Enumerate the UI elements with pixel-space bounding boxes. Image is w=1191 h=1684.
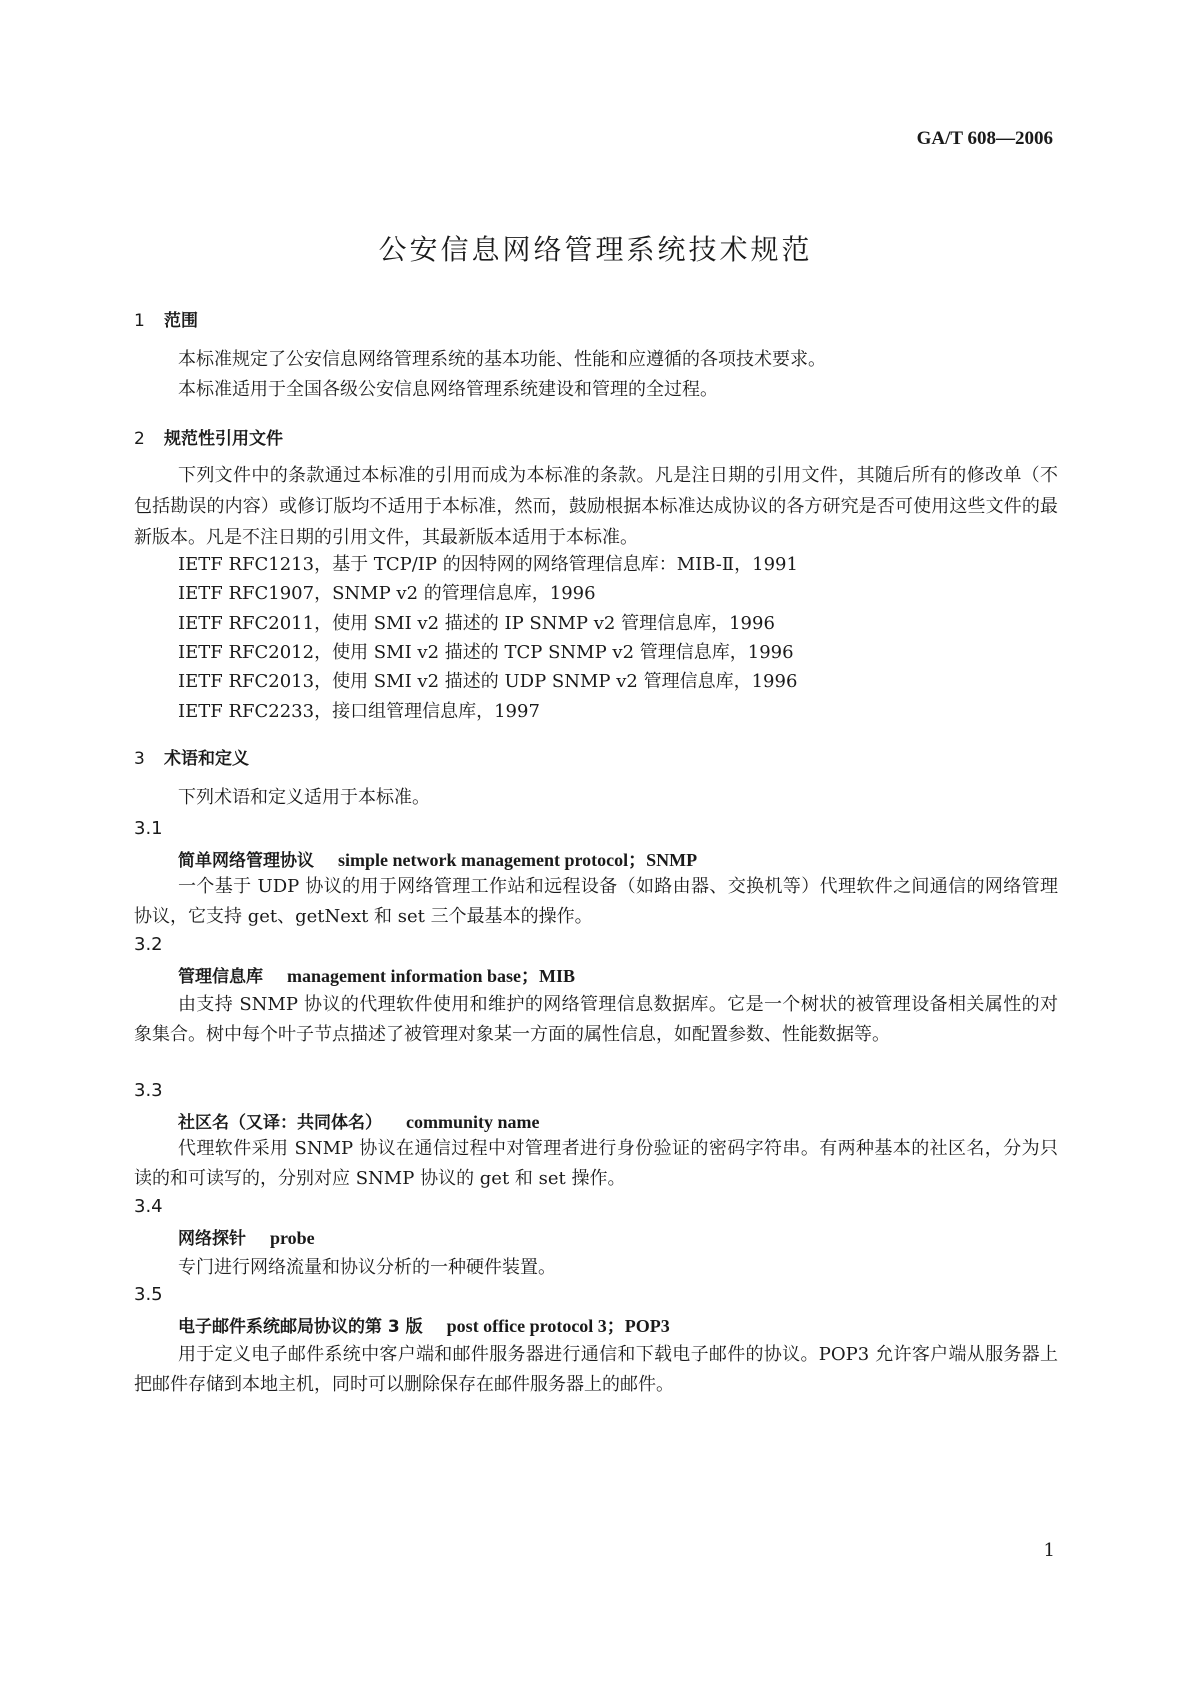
reference-item: IETF RFC2013，使用 SMI v2 描述的 UDP SNMP v2 管理信息库，1996 (178, 671, 798, 692)
term-en: simple network management protocol；SNMP (338, 850, 698, 870)
term-zh: 电子邮件系统邮局协议的第 3 版 (178, 1317, 423, 1337)
term-zh: 简单网络管理协议 (178, 851, 314, 871)
term-definition: 一个基于 UDP 协议的用于网络管理工作站和远程设备（如路由器、交换机等）代理软件之间通信的网络管理协议，它支持 get、getNext 和 set 三个最基本的操作。 (134, 876, 1058, 927)
term-zh: 管理信息库 (178, 967, 263, 987)
clause-number: 3.1 (134, 818, 163, 839)
term-heading (178, 962, 575, 988)
term-en: probe (270, 1228, 315, 1248)
section-2-heading (134, 424, 283, 449)
reference-item: IETF RFC2011，使用 SMI v2 描述的 IP SNMP v2 管理信息库，1996 (178, 613, 775, 634)
term-zh: 网络探针 (178, 1229, 246, 1249)
reference-item: IETF RFC1907，SNMP v2 的管理信息库，1996 (178, 583, 596, 604)
term-definition: 用于定义电子邮件系统中客户端和邮件服务器进行通信和下载电子邮件的协议。POP3 允许客户端从服务器上把邮件存储到本地主机，同时可以删除保存在邮件服务器上的邮件。 (134, 1344, 1058, 1395)
section-title: 术语和定义 (164, 749, 249, 769)
term-en: community name (406, 1112, 540, 1132)
term-heading (178, 1312, 670, 1338)
term-en: management information base；MIB (287, 966, 575, 986)
term-definition: 专门进行网络流量和协议分析的一种硬件装置。 (178, 1257, 556, 1278)
clause-number: 3.5 (134, 1284, 163, 1305)
term-heading (178, 1224, 315, 1249)
term-definition: 由支持 SNMP 协议的代理软件使用和维护的网络管理信息数据库。它是一个树状的被管理设备相关属性的对象集合。树中每个叶子节点描述了被管理对象某一方面的属性信息，如配置参数、性能数据等。 (134, 994, 1058, 1045)
term-heading (178, 1108, 540, 1133)
section-3-heading (134, 744, 249, 769)
paragraph: 下列文件中的条款通过本标准的引用而成为本标准的条款。凡是注日期的引用文件，其随后所有的修改单（不包括勘误的内容）或修订版均不适用于本标准，然而，鼓励根据本标准达成协议的各方研究是否可使用这些文件的最新版本。凡是不注日期的引用文件，其最新版本适用于本标准。 (134, 465, 1058, 548)
section-title: 范围 (164, 311, 198, 331)
section-number: 2 (134, 429, 145, 449)
section-number: 1 (134, 311, 145, 331)
paragraph: 本标准规定了公安信息网络管理系统的基本功能、性能和应遵循的各项技术要求。 (178, 349, 826, 370)
term-heading (178, 846, 697, 872)
clause-number: 3.4 (134, 1196, 163, 1217)
term-en: post office protocol 3；POP3 (446, 1316, 670, 1336)
reference-item: IETF RFC1213，基于 TCP/IP 的因特网的网络管理信息库：MIB-Ⅱ，1991 (178, 554, 798, 575)
reference-item: IETF RFC2233，接口组管理信息库，1997 (178, 701, 540, 722)
section-1-heading (134, 306, 198, 331)
paragraph: 下列术语和定义适用于本标准。 (178, 787, 430, 808)
reference-item: IETF RFC2012，使用 SMI v2 描述的 TCP SNMP v2 管理信息库，1996 (178, 642, 794, 663)
term-zh: 社区名（又译：共同体名） (178, 1113, 382, 1133)
page-number: 1 (1043, 1540, 1055, 1561)
section-title: 规范性引用文件 (164, 429, 283, 449)
clause-number: 3.2 (134, 934, 163, 955)
clause-number: 3.3 (134, 1080, 163, 1101)
section-number: 3 (134, 749, 145, 769)
document-title: 公安信息网络管理系统技术规范 (378, 233, 813, 266)
standard-code: GA/T 608—2006 (916, 128, 1053, 149)
term-definition: 代理软件采用 SNMP 协议在通信过程中对管理者进行身份验证的密码字符串。有两种基本的社区名，分为只读的和可读写的，分别对应 SNMP 协议的 get 和 set 操作。 (134, 1138, 1058, 1189)
paragraph: 本标准适用于全国各级公安信息网络管理系统建设和管理的全过程。 (178, 379, 718, 400)
